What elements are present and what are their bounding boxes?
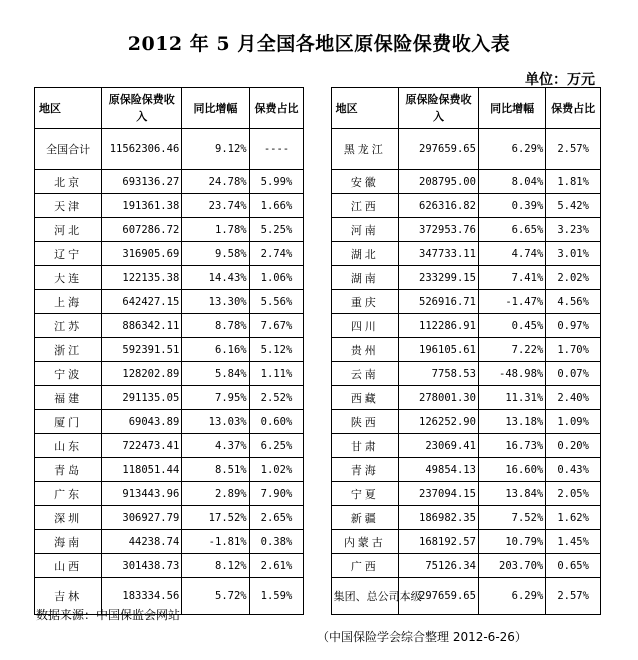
growth-cell: 9.12%: [182, 129, 249, 170]
table-row: [35, 194, 601, 218]
premium-cell: 23069.41: [398, 434, 478, 458]
share-cell: 0.07%: [546, 362, 601, 386]
growth-cell: 16.73%: [478, 434, 545, 458]
column-gap: [304, 386, 331, 410]
region-cell: 江西: [331, 194, 398, 218]
share-cell: 5.12%: [249, 338, 304, 362]
column-gap: [304, 194, 331, 218]
share-cell: 0.20%: [546, 434, 601, 458]
premium-cell: 11562306.46: [102, 129, 182, 170]
growth-cell: 6.29%: [478, 578, 545, 615]
premium-cell: 693136.27: [102, 170, 182, 194]
share-cell: 2.61%: [249, 554, 304, 578]
share-cell: 2.57%: [546, 129, 601, 170]
table-row: [35, 410, 601, 434]
share-cell: 0.65%: [546, 554, 601, 578]
growth-cell: 8.78%: [182, 314, 249, 338]
header-region-right: 地区: [331, 88, 398, 129]
region-cell: 河南: [331, 218, 398, 242]
region-cell: 福建: [35, 386, 102, 410]
region-cell: 西藏: [331, 386, 398, 410]
region-cell: 宁夏: [331, 482, 398, 506]
premium-cell: 278001.30: [398, 386, 478, 410]
premium-cell: 297659.65: [398, 129, 478, 170]
region-cell: 集团、总公司本级: [331, 578, 398, 615]
table-row: [35, 314, 601, 338]
region-cell: 广西: [331, 554, 398, 578]
header-growth-left: 同比增幅: [182, 88, 249, 129]
growth-cell: 7.52%: [478, 506, 545, 530]
header-share-right: 保费占比: [546, 88, 601, 129]
header-share-left: 保费占比: [249, 88, 304, 129]
column-gap: [304, 338, 331, 362]
premium-cell: 642427.15: [102, 290, 182, 314]
region-cell: 四川: [331, 314, 398, 338]
table-row: [35, 266, 601, 290]
share-cell: 2.74%: [249, 242, 304, 266]
region-cell: 青岛: [35, 458, 102, 482]
growth-cell: 17.52%: [182, 506, 249, 530]
share-cell: 5.25%: [249, 218, 304, 242]
header-premium-right: 原保险保费收入: [398, 88, 478, 129]
premium-cell: 196105.61: [398, 338, 478, 362]
table-row: [35, 386, 601, 410]
growth-cell: 16.60%: [478, 458, 545, 482]
growth-cell: 0.39%: [478, 194, 545, 218]
growth-cell: -1.47%: [478, 290, 545, 314]
growth-cell: 6.16%: [182, 338, 249, 362]
region-cell: 内蒙古: [331, 530, 398, 554]
growth-cell: 203.70%: [478, 554, 545, 578]
column-gap: [304, 242, 331, 266]
premium-cell: 886342.11: [102, 314, 182, 338]
region-cell: 黑龙江: [331, 129, 398, 170]
region-cell: 宁波: [35, 362, 102, 386]
data-source: 数据来源：中国保监会网站: [36, 608, 181, 622]
growth-cell: 8.12%: [182, 554, 249, 578]
share-cell: 2.57%: [546, 578, 601, 615]
share-cell: 1.11%: [249, 362, 304, 386]
region-cell: 江苏: [35, 314, 102, 338]
table-row: [35, 338, 601, 362]
premium-cell: 69043.89: [102, 410, 182, 434]
premium-cell: 297659.65: [398, 578, 478, 615]
region-cell: 重庆: [331, 290, 398, 314]
premium-cell: 44238.74: [102, 530, 182, 554]
table-row: [35, 242, 601, 266]
header-growth-right: 同比增幅: [478, 88, 545, 129]
share-cell: 2.65%: [249, 506, 304, 530]
growth-cell: 9.58%: [182, 242, 249, 266]
share-cell: 2.05%: [546, 482, 601, 506]
growth-cell: 4.74%: [478, 242, 545, 266]
share-cell: 1.81%: [546, 170, 601, 194]
share-cell: 1.59%: [249, 578, 304, 615]
growth-cell: 10.79%: [478, 530, 545, 554]
share-cell: 3.01%: [546, 242, 601, 266]
growth-cell: 5.84%: [182, 362, 249, 386]
growth-cell: 4.37%: [182, 434, 249, 458]
share-cell: 1.06%: [249, 266, 304, 290]
premium-cell: 208795.00: [398, 170, 478, 194]
region-cell: 深圳: [35, 506, 102, 530]
column-gap: [304, 458, 331, 482]
column-gap: [304, 129, 331, 170]
share-cell: 0.38%: [249, 530, 304, 554]
region-cell: 厦门: [35, 410, 102, 434]
premium-cell: 128202.89: [102, 362, 182, 386]
share-cell: 2.02%: [546, 266, 601, 290]
premium-cell: 126252.90: [398, 410, 478, 434]
share-cell: 4.56%: [546, 290, 601, 314]
premium-cell: 316905.69: [102, 242, 182, 266]
premium-cell: 607286.72: [102, 218, 182, 242]
region-cell: 大连: [35, 266, 102, 290]
table-row: [35, 458, 601, 482]
column-gap: [304, 218, 331, 242]
premium-cell: 186982.35: [398, 506, 478, 530]
region-cell: 广东: [35, 482, 102, 506]
table-header-row: [35, 88, 601, 129]
table-row: [35, 218, 601, 242]
premium-cell: 7758.53: [398, 362, 478, 386]
share-cell: 2.52%: [249, 386, 304, 410]
premium-cell: 722473.41: [102, 434, 182, 458]
region-cell: 青海: [331, 458, 398, 482]
premium-cell: 233299.15: [398, 266, 478, 290]
share-cell: 7.67%: [249, 314, 304, 338]
region-cell: 湖南: [331, 266, 398, 290]
share-cell: 7.90%: [249, 482, 304, 506]
region-cell: 云南: [331, 362, 398, 386]
column-gap: [304, 88, 331, 129]
share-cell: 5.42%: [546, 194, 601, 218]
share-cell: 1.02%: [249, 458, 304, 482]
region-cell: 甘肃: [331, 434, 398, 458]
share-cell: 1.45%: [546, 530, 601, 554]
growth-cell: 1.78%: [182, 218, 249, 242]
column-gap: [304, 170, 331, 194]
page-title: 2012 年 5 月全国各地区原保险保费收入表: [127, 33, 511, 55]
region-cell: 湖北: [331, 242, 398, 266]
column-gap: [304, 530, 331, 554]
growth-cell: 13.84%: [478, 482, 545, 506]
premium-cell: 592391.51: [102, 338, 182, 362]
growth-cell: 6.65%: [478, 218, 545, 242]
share-cell: 1.62%: [546, 506, 601, 530]
premium-cell: 291135.05: [102, 386, 182, 410]
premium-cell: 122135.38: [102, 266, 182, 290]
premium-cell: 301438.73: [102, 554, 182, 578]
column-gap: [304, 482, 331, 506]
growth-cell: 0.45%: [478, 314, 545, 338]
table-row: [35, 506, 601, 530]
premium-cell: 526916.71: [398, 290, 478, 314]
region-cell: 上海: [35, 290, 102, 314]
column-gap: [304, 506, 331, 530]
share-cell: ----: [249, 129, 304, 170]
column-gap: [304, 290, 331, 314]
premium-cell: 372953.76: [398, 218, 478, 242]
table-row: [35, 434, 601, 458]
table-row: [35, 362, 601, 386]
premium-cell: 118051.44: [102, 458, 182, 482]
growth-cell: 23.74%: [182, 194, 249, 218]
column-gap: [304, 578, 331, 615]
share-cell: 2.40%: [546, 386, 601, 410]
column-gap: [304, 410, 331, 434]
growth-cell: 14.43%: [182, 266, 249, 290]
growth-cell: 7.95%: [182, 386, 249, 410]
region-cell: 陕西: [331, 410, 398, 434]
column-gap: [304, 554, 331, 578]
table-row: [35, 482, 601, 506]
table-row: [35, 554, 601, 578]
unit-label: 单位：万元: [525, 72, 595, 88]
growth-cell: 24.78%: [182, 170, 249, 194]
table-row: [35, 530, 601, 554]
table-row: [35, 290, 601, 314]
growth-cell: 13.30%: [182, 290, 249, 314]
region-cell: 辽宁: [35, 242, 102, 266]
growth-cell: 13.18%: [478, 410, 545, 434]
growth-cell: 7.41%: [478, 266, 545, 290]
premium-cell: 347733.11: [398, 242, 478, 266]
premium-cell: 913443.96: [102, 482, 182, 506]
column-gap: [304, 266, 331, 290]
premium-cell: 112286.91: [398, 314, 478, 338]
premium-cell: 191361.38: [102, 194, 182, 218]
premium-cell: 237094.15: [398, 482, 478, 506]
growth-cell: 2.89%: [182, 482, 249, 506]
share-cell: 5.99%: [249, 170, 304, 194]
growth-cell: 11.31%: [478, 386, 545, 410]
region-cell: 新疆: [331, 506, 398, 530]
growth-cell: -1.81%: [182, 530, 249, 554]
premium-table: [34, 87, 601, 615]
growth-cell: 6.29%: [478, 129, 545, 170]
header-region-left: 地区: [35, 88, 102, 129]
share-cell: 3.23%: [546, 218, 601, 242]
region-cell: 全国合计: [35, 129, 102, 170]
region-cell: 山西: [35, 554, 102, 578]
share-cell: 0.43%: [546, 458, 601, 482]
share-cell: 1.09%: [546, 410, 601, 434]
column-gap: [304, 434, 331, 458]
region-cell: 浙江: [35, 338, 102, 362]
header-premium-left: 原保险保费收入: [102, 88, 182, 129]
share-cell: 0.97%: [546, 314, 601, 338]
growth-cell: 8.04%: [478, 170, 545, 194]
premium-cell: 49854.13: [398, 458, 478, 482]
region-cell: 河北: [35, 218, 102, 242]
region-cell: 天津: [35, 194, 102, 218]
column-gap: [304, 362, 331, 386]
column-gap: [304, 314, 331, 338]
growth-cell: -48.98%: [478, 362, 545, 386]
premium-cell: 168192.57: [398, 530, 478, 554]
growth-cell: 7.22%: [478, 338, 545, 362]
share-cell: 1.70%: [546, 338, 601, 362]
region-cell: 吉林: [35, 578, 102, 615]
growth-cell: 8.51%: [182, 458, 249, 482]
table-row: [35, 129, 601, 170]
share-cell: 0.60%: [249, 410, 304, 434]
premium-cell: 306927.79: [102, 506, 182, 530]
share-cell: 1.66%: [249, 194, 304, 218]
premium-cell: 183334.56: [102, 578, 182, 615]
footer-note: （中国保险学会综合整理 2012-6-26）: [317, 630, 527, 644]
region-cell: 安徽: [331, 170, 398, 194]
premium-cell: 75126.34: [398, 554, 478, 578]
region-cell: 山东: [35, 434, 102, 458]
region-cell: 贵州: [331, 338, 398, 362]
premium-cell: 626316.82: [398, 194, 478, 218]
region-cell: 北京: [35, 170, 102, 194]
share-cell: 6.25%: [249, 434, 304, 458]
growth-cell: 13.03%: [182, 410, 249, 434]
growth-cell: 5.72%: [182, 578, 249, 615]
region-cell: 海南: [35, 530, 102, 554]
share-cell: 5.56%: [249, 290, 304, 314]
table-row: [35, 170, 601, 194]
